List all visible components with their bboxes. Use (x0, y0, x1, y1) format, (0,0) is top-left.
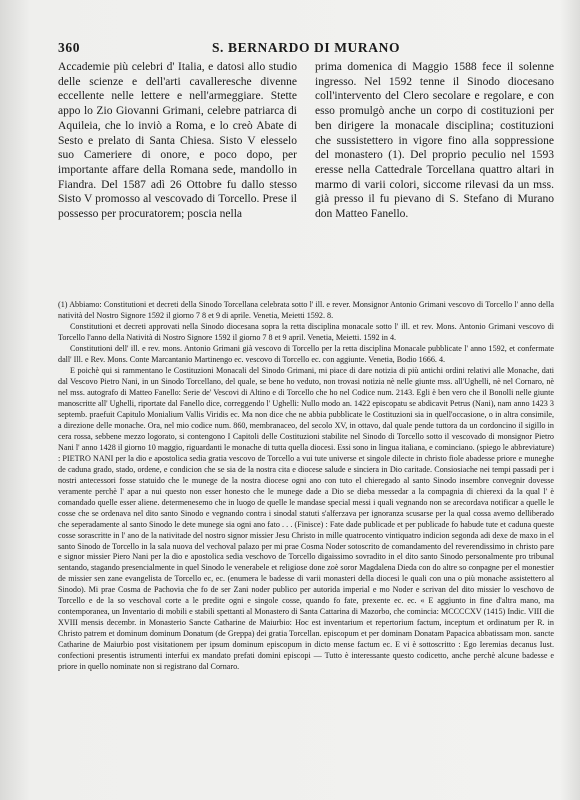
right-column-text: prima domenica di Maggio 1588 fece il solenne ingresso. Nel 1592 tenne il Sinodo diocesano coll'intervento del Clero secolare e regolare, e con esso promulgò anche un corpo di costituzioni per ben dirigere la monacale disciplina; costituzioni che sussistettero in vigore fino alla soppressione del monastero (1). Del proprio peculio nel 1593 eresse nella Cattedrale Torcellana quattro altari in marmo di varii colori, siccome rilevasi da un mss. già presso il fu pievano di S. Stefano di Murano don Matteo Fanello. (315, 61, 554, 221)
footnote-commentary: E poichè qui si rammentano le Costituzioni Monacali del Sinodo Grimani, mi piace di dare notizia di più antichi ordini relativi alle Monache, dati dal Vescovo Pietro Nani, in un Sinodo Torcellano, del quale, se bene ho veduto, non trovasi notizia nè nelle giunte mss. all'Ughelli, nè nel Cornaro, nè nel mss. autografo di Matteo Fanello: Serie de' Vescovi di Altino e di Torcello che ho nel Codice num. 2143. Egli è ben vero che il Bonolli nelle giunte manoscritte all' Ughelli, riportate dal Fanello dice, correggendo l' Ughelli: Nullo modo an. 1422 episcopatu se abdicavit Petrus (Nani), nam anno 1423 3 septemb. praefuit Capitulo Monialium Vallis Viridis ec. Ma non dice che ne abbia pubblicate le Costituzioni sia in quell'occasione, o in altra consimile, a direzione delle monache. Ora, nel mio codice num. 860, membranaceo, del secolo XV, in ottavo, dal quale pende tuttora da un cordoncino il sigillo in cera rossa, sebbene mezzo logorato, si contengono I Capitoli delle Costituzioni stabilite nel Sinodo di Torcello sotto il vescovado di monsignor Pietro Nani l' anno 1428 il giorno 10 maggio, riguardanti le monache di tutta quella diocesi. Essi sono in lingua italiana, e cominciano. (spiego le abbreviature) : PIETRO NANI per la dio e apostolica sedia gratia vescovo de Torcello a vui tute universe et singole dilecte in christo fiole abadesse priore e muneghe de caduna grado, stado, ordene, e condicion che se sia de la nostra cita e diocese salude e sinciera in Dio caritade. Consiosiache nei tempi passadi per i nostri antecessori fosse statuido che le munege de la nostra diocese ogni ano con tuto el chieregado al santo Sinodo insembre convegnir dovesse veramente perchè l' apar a nui questo non esser honesto che le munege dade a Dio se dieba messedar a la compagnia di chierexi da la qual l' è comandado quelle esser aliene. determenesemo che in luogo de quelle le mandase special messi i quali vegnando non se arecordava notificar a quelle le cosse che se ordenava nel dito santo Sinodo e vegnando contra i sinodal statuti s'alferzava per ignoranza scusarse per la qual cossa avemo delliberado che seperadamente al santo Sinodo le dete munege sia ogni ano fato . . . (Finisce) : Fate dade publicade et per publicade fo habude tute et caduna queste cosse sorascritte in l' ano de la nativitade del nostro signor missier Jesu Christo in mille quatrocento vintiquatro indicion segonda adi dexe de maxo in el santo Sinodo de Torcello in la sala nuova del vechoval palazo per mi prae Cosma Noder sotoscrito de comandamento del reverendissimo in christo pare e signor missier Piero Nani per la dio e apostolica sedia veschovo de Torcello digaissimo sovradito in el dito santo Sinodo personalmente pro tribunal sentando, stagando presencialmente in quel Sinodo le venerabele et religiose done zoè soror Magdalena Dieda con do altre so conpagne per el monestier de missier sen zane evangelista de Torcello ec, ec. (enumera le badesse di varii monasteri della diocesi le quali con una o più monache assistettero al Sinodo). Mi prae Cosma de Pachovia che fo de ser Zani noder publico per autorida imperial e mo Noder e scrivan del dito missier lo veschovo de Torcello e de la so veschoval corte a le predite ogni e singole cosse, quando fo fate, prexente ec. ec. « E aggiunto in fine d'altra mano, ma contemporanea, un Inventario di mobili e stabili spettanti al Monastero di Santa Cattarina di Mazorbo, che comincia: MCCCCXV (1415) Indic. VIII die XVIII mensis decembr. in Monasterio Sancte Catharine de Maiurbio: Hoc est inventarium et repertorium factum, inceptum et ordinatum per R. in Christo patrem et dominum dominum Donatum (de Greppa) dei gratia Torcellan. episcopum et per dominam Donatam Papacica abbatissam mon. sancte Catharine de Maiurbio post visitationem per ipsum dominum episcopum in dicto mense factum ec. E vi è sottoscritto : Ego Ieremias decanus Iust. confectioni presentis istrumenti interfui ex mandato prefati domini episcopi — Tutto è interessante questo codicetto, anche perchè alcune badesse e priore in quello nominate non si registrano dal Cornaro. (58, 366, 554, 672)
right-column (315, 60, 554, 222)
footnote-bibliography-2: Constitutioni et decreti approvati nella Sinodo diocesana sopra la retta disciplina monacale sotto l' ill. et rev. Mons. Antonio Grimani vescovo di Torcello l'anno della Natività di Nostro Signore 1592 il giorno 7 8 et 9 april. Venetia, Meietti. 1592 in 4. (58, 322, 554, 343)
footnote-bibliography-3: Constitutioni dell' ill. e rev. mons. Antonio Grimani già vescovo di Torcello per la retta disciplina Monacale pubblicate l' anno 1592, et confermate dall' Ill. e Rev. Mons. Conte Marcantanio Martinengo ec. vescovo di Torcello ec. con aggiunte. Venetia, Bodio 1666. 4. (58, 344, 554, 365)
footnote-1: (1) Abbiamo: Constitutioni et decreti della Sinodo Torcellana celebrata sotto l' ill. e rever. Monsignor Antonio Grimani vescovo di Torcello l' anno della natività del Nostro Signore 1592 il giorno 7 8 et 9 di aprile. Venetia, Meietti 1592. 8. (58, 300, 554, 320)
page-header (58, 40, 554, 56)
main-text (58, 60, 554, 296)
left-column-text: Accademie più celebri d' Italia, e datosi allo studio delle scienze e dell'arti cavalleresche divenne eccellente nelle lettere e nell'armeggiare. Stette appo lo Zio Giovanni Grimani, celebre patriarca di Aquileia, che lo inviò a Roma, e lo creò Abate di Sesto e prelato di Santa Chiesa. Sisto V elesselo suo Cameriere di onore, e poco dopo, per importante affare della Romana sede, mandollo in Fiandra. Del 1587 adì 26 Ottobre fu dallo stesso Sisto V promosso al vescovado di Torcello. Prese il possesso per procuratorem; poscia nella (58, 61, 297, 221)
left-column (58, 60, 297, 222)
running-title: S. BERNARDO DI MURANO (211, 40, 401, 55)
footnotes (58, 300, 554, 673)
page-number: 360 (58, 40, 81, 55)
